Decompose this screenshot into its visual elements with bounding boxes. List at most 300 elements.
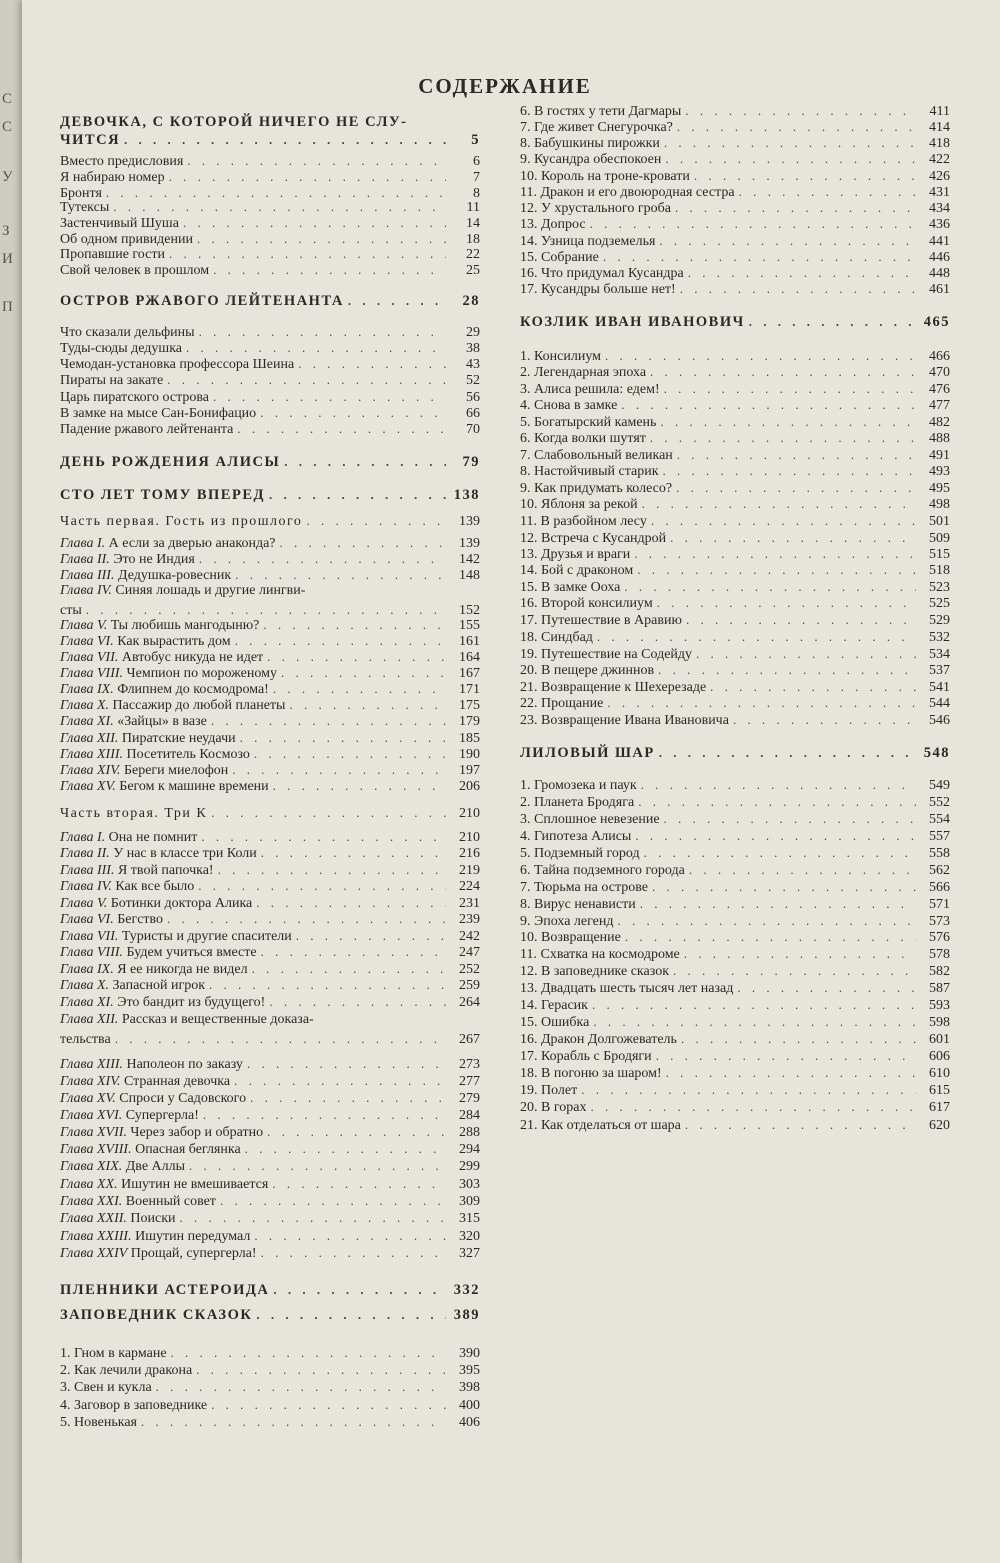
toc-entry <box>60 262 480 278</box>
entry-text: Бегство <box>117 912 164 927</box>
page-number: 554 <box>929 812 950 827</box>
toc-part-heading <box>60 513 480 529</box>
toc-chapter-entry <box>60 1073 480 1089</box>
entry-title <box>60 200 109 215</box>
toc-chapter-entry <box>60 778 480 794</box>
entry-title <box>520 481 672 496</box>
toc-entry <box>520 119 950 135</box>
entry-title <box>60 1398 207 1413</box>
entry-text: Я ее никогда не видел <box>117 962 248 977</box>
entry-text: Бегом к машине времени <box>119 779 269 794</box>
entry-title <box>60 1246 257 1261</box>
chapter-label: Глава VII. <box>60 650 119 665</box>
entry-text: Туды-сюды дедушка <box>60 341 183 356</box>
entry-title <box>60 912 163 927</box>
toc-chapter-entry <box>60 567 480 583</box>
entry-title <box>60 1108 199 1123</box>
dot-leader <box>603 249 916 264</box>
toc-entry <box>60 356 480 372</box>
entry-text: 5. Богатырский камень <box>520 415 657 430</box>
toc-entry <box>520 281 950 297</box>
entry-title <box>520 382 660 397</box>
toc-entry <box>520 513 950 529</box>
page-number: 18 <box>466 232 480 247</box>
page-number: 470 <box>929 365 950 380</box>
dot-leader <box>621 397 916 412</box>
dot-leader <box>235 567 446 582</box>
chapter-label: Глава III. <box>60 568 115 583</box>
toc-entry <box>60 405 480 421</box>
page-number: 523 <box>929 580 950 595</box>
entry-title <box>60 731 236 746</box>
dot-leader <box>694 168 916 183</box>
entry-title <box>60 1229 250 1244</box>
toc-chapter-entry <box>60 1090 480 1106</box>
toc-entry <box>520 480 950 496</box>
dot-leader <box>254 1228 446 1243</box>
dot-leader <box>644 845 916 860</box>
entry-text: Чемпион по мороженому <box>126 666 277 681</box>
toc-chapter-entry <box>60 535 480 551</box>
entry-text: 4. Снова в замке <box>520 398 618 413</box>
dot-leader <box>593 1014 916 1029</box>
toc-entry <box>520 896 950 912</box>
entry-title <box>60 763 228 778</box>
entry-title <box>60 1057 243 1072</box>
entry-title <box>520 152 661 167</box>
entry-text: Будем учиться вместе <box>126 945 257 960</box>
page-number: 529 <box>929 613 950 628</box>
entry-title <box>60 879 194 894</box>
toc-entry <box>60 1397 480 1413</box>
toc-entry <box>60 1362 480 1378</box>
page-number: 546 <box>929 713 950 728</box>
entry-text: Пираты на закате <box>60 373 164 388</box>
toc-entry <box>520 364 950 380</box>
entry-text: Пиратские неудачи <box>121 731 236 746</box>
chapter-label: Глава XVIII. <box>60 1142 132 1157</box>
toc-entry <box>520 612 950 628</box>
dot-leader <box>737 980 916 995</box>
chapter-label: Глава XV. <box>60 1091 116 1106</box>
dot-leader <box>640 896 916 911</box>
page-number: 327 <box>459 1246 480 1261</box>
entry-text: Военный совет <box>125 1194 216 1209</box>
toc-entry <box>520 980 950 996</box>
entry-title <box>60 1415 137 1430</box>
chapter-label: Глава XVII. <box>60 1125 127 1140</box>
page-number: 498 <box>929 497 950 512</box>
margin-fragment: П <box>2 299 13 315</box>
dot-leader <box>641 777 916 792</box>
dot-leader <box>189 1158 446 1173</box>
dot-leader <box>245 1141 446 1156</box>
dot-leader <box>289 697 446 712</box>
toc-chapter-entry <box>60 911 480 927</box>
chapter-label: Глава X. <box>60 978 110 993</box>
entry-title <box>60 929 292 944</box>
entry-title <box>520 415 656 430</box>
page-number: 395 <box>459 1363 480 1378</box>
entry-text: 5. Подземный город <box>520 846 640 861</box>
toc-entry <box>520 135 950 151</box>
entry-title <box>520 365 646 380</box>
page-number: 279 <box>459 1091 480 1106</box>
entry-title <box>60 247 165 262</box>
page-number: 615 <box>929 1083 950 1098</box>
dot-leader <box>348 293 446 308</box>
margin-fragment: С <box>2 119 13 135</box>
dot-leader <box>656 1048 916 1063</box>
toc-entry <box>520 249 950 265</box>
dot-leader <box>267 649 446 664</box>
page-number: 139 <box>459 536 480 551</box>
toc-entry <box>520 216 950 232</box>
entry-text: 5. Новенькая <box>60 1415 137 1430</box>
chapter-label: Глава XIII. <box>60 1057 124 1072</box>
dot-leader <box>597 629 916 644</box>
page-number: 557 <box>929 829 950 844</box>
entry-title <box>60 216 179 231</box>
toc-section-heading <box>60 293 480 309</box>
entry-title <box>60 170 165 185</box>
page-number: 573 <box>929 914 950 929</box>
toc-entry <box>520 265 950 281</box>
dot-leader <box>689 862 916 877</box>
toc-entry <box>520 777 950 793</box>
entry-text: 12. У хрустального гроба <box>520 201 671 216</box>
entry-text: 13. Двадцать шесть тысяч лет назад <box>520 981 734 996</box>
entry-text: 12. В заповеднике сказок <box>520 964 669 979</box>
chapter-label: Глава V. <box>60 618 108 633</box>
toc-entry <box>60 1379 480 1395</box>
entry-title <box>60 568 231 583</box>
dot-leader <box>198 878 446 893</box>
entry-text: Наполеон по заказу <box>126 1057 243 1072</box>
entry-title <box>520 217 586 232</box>
entry-title <box>60 896 252 911</box>
dot-leader <box>670 530 916 545</box>
page-number: 606 <box>929 1049 950 1064</box>
dot-leader <box>677 119 916 134</box>
entry-title <box>520 1118 681 1133</box>
toc-chapter-entry <box>60 1107 480 1123</box>
entry-title <box>520 497 638 512</box>
toc-entry <box>520 1031 950 1047</box>
page-number: 206 <box>459 779 480 794</box>
entry-text: «Зайцы» в вазе <box>117 714 207 729</box>
entry-text: Ишутин передумал <box>135 1229 251 1244</box>
toc-chapter-entry <box>60 1158 480 1174</box>
entry-text: 13. Допрос <box>520 217 586 232</box>
dot-leader <box>232 762 446 777</box>
toc-entry <box>520 662 950 678</box>
entry-title <box>60 488 265 503</box>
toc-chapter-entry <box>60 746 480 762</box>
entry-title <box>60 1177 268 1192</box>
entry-title <box>60 682 269 697</box>
page-number: 309 <box>459 1194 480 1209</box>
toc-entry <box>520 845 950 861</box>
dot-leader <box>199 324 446 339</box>
toc-chapter-entry <box>60 697 480 713</box>
dot-leader <box>141 1414 446 1429</box>
entry-text: Дедушка-ровесник <box>117 568 232 583</box>
page-number: 495 <box>929 481 950 496</box>
entry-title <box>520 746 655 761</box>
dot-leader <box>250 1090 446 1105</box>
chapter-label: Глава VI. <box>60 634 114 649</box>
chapter-label: Глава XXII. <box>60 1211 127 1226</box>
page-number: 509 <box>929 531 950 546</box>
dot-leader <box>733 712 916 727</box>
dot-leader <box>211 1397 446 1412</box>
toc-chapter-entry <box>60 1176 480 1192</box>
dot-leader <box>592 997 916 1012</box>
entry-text: 2. Легендарная эпоха <box>520 365 647 380</box>
dot-leader <box>635 828 916 843</box>
page-number: 422 <box>929 152 950 167</box>
page-number: 161 <box>459 634 480 649</box>
toc-chapter-entry <box>60 551 480 567</box>
entry-text: Гость из прошлого <box>165 514 303 529</box>
entry-title <box>520 1066 662 1081</box>
toc-section-heading <box>60 487 480 503</box>
entry-title <box>520 713 729 728</box>
toc-entry <box>520 1082 950 1098</box>
entry-text: Чемодан-установка профессора Шеина <box>60 357 295 372</box>
entry-title <box>520 964 669 979</box>
entry-text: Падение ржавого лейтенанта <box>60 422 234 437</box>
entry-text: Это не Индия <box>113 552 195 567</box>
page-number: 164 <box>459 650 480 665</box>
entry-title <box>520 998 588 1013</box>
dot-leader <box>187 153 446 168</box>
page-number: 70 <box>466 422 480 437</box>
entry-text: 1. Гном в кармане <box>60 1346 167 1361</box>
toc-section-heading <box>60 115 480 148</box>
margin-fragment: З <box>2 223 10 239</box>
entry-title <box>60 422 233 437</box>
toc-entry <box>520 579 950 595</box>
toc-chapter-entry <box>60 961 480 977</box>
entry-title <box>520 464 659 479</box>
entry-text: 3. Алиса решила: едем! <box>520 382 660 397</box>
toc-section-heading <box>60 1282 480 1298</box>
page-number: 465 <box>923 314 950 330</box>
dot-leader <box>199 551 446 566</box>
entry-text: 21. Возвращение к Шехерезаде <box>520 680 707 695</box>
page-number: 142 <box>459 552 480 567</box>
entry-text: 14. Бой с драконом <box>520 563 634 578</box>
entry-title-line1: ДЕВОЧКА, С КОТОРОЙ НИЧЕГО НЕ СЛУ- <box>60 114 408 130</box>
entry-text: 19. Полет <box>520 1083 578 1098</box>
entry-text: Автобус никуда не идет <box>121 650 264 665</box>
entry-text: 14. Узница подземелья <box>520 234 656 249</box>
toc-chapter-entry <box>60 1056 480 1072</box>
entry-title <box>520 448 673 463</box>
page-number: 155 <box>459 618 480 633</box>
toc-entry <box>520 794 950 810</box>
page-number: 562 <box>929 863 950 878</box>
dot-leader <box>273 681 446 696</box>
entry-text: 9. Кусандра обеспокоен <box>520 152 662 167</box>
dot-leader <box>680 281 916 296</box>
page-number: 390 <box>459 1346 480 1361</box>
page-number: 210 <box>459 806 480 821</box>
dot-leader <box>590 216 916 231</box>
page-number: 537 <box>929 663 950 678</box>
page-number: 436 <box>929 217 950 232</box>
toc-chapter-entry <box>60 977 480 993</box>
dot-leader <box>167 911 446 926</box>
page-number: 267 <box>459 1032 480 1047</box>
entry-text: Опасная беглянка <box>135 1142 241 1157</box>
entry-title-line2: ЧИТСЯ <box>60 132 121 148</box>
page-number: 544 <box>929 696 950 711</box>
toc-entry <box>520 447 950 463</box>
entry-title-line1: Рассказ и вещественные доказа- <box>121 1012 314 1027</box>
chapter-label: Глава XXIV <box>60 1246 128 1261</box>
entry-text: Ты любишь мангодыню? <box>110 618 260 633</box>
chapter-label: Глава II. <box>60 552 110 567</box>
dot-leader <box>273 778 446 793</box>
toc-entry <box>520 414 950 430</box>
dot-leader <box>106 185 446 200</box>
entry-title <box>520 930 621 945</box>
entry-text: Прощай, супергерла! <box>130 1246 257 1261</box>
toc-chapter-entry <box>60 633 480 649</box>
dot-leader <box>660 414 916 429</box>
entry-title <box>520 104 681 119</box>
entry-title <box>60 1159 185 1174</box>
page-number: 242 <box>459 929 480 944</box>
dot-leader <box>247 1056 446 1071</box>
entry-title <box>60 806 207 821</box>
toc-chapter-entry <box>60 713 480 729</box>
entry-text: 15. В замке Ооха <box>520 580 621 595</box>
entry-text: 16. Второй консилиум <box>520 596 653 611</box>
entry-text: В замке на мысе Сан-Бонифацио <box>60 406 257 421</box>
page-number: 171 <box>459 682 480 697</box>
entry-text: 8. Бабушкины пирожки <box>520 136 660 151</box>
entry-text: ПЛЕННИКИ АСТЕРОИДА <box>60 1282 270 1298</box>
dot-leader <box>651 513 916 528</box>
dot-leader <box>638 794 916 809</box>
toc-entry <box>520 1099 950 1115</box>
toc-entry <box>60 199 480 215</box>
dot-leader <box>261 1245 446 1260</box>
entry-text: 20. В горах <box>520 1100 587 1115</box>
entry-text: ДЕНЬ РОЖДЕНИЯ АЛИСЫ <box>60 454 281 470</box>
dot-leader <box>273 1282 446 1297</box>
entry-title <box>520 580 620 595</box>
dot-leader <box>657 595 916 610</box>
toc-entry <box>60 246 480 262</box>
entry-title <box>60 1091 246 1106</box>
entry-text: 3. Сплошное невезение <box>520 812 660 827</box>
page-number: 620 <box>929 1118 950 1133</box>
entry-text: Бронтя <box>60 186 102 201</box>
toc-entry <box>520 997 950 1013</box>
entry-text: 6. Когда волки шутят <box>520 431 646 446</box>
entry-text: Странная девочка <box>123 1074 231 1089</box>
page-number: 210 <box>459 830 480 845</box>
page-number: 491 <box>929 448 950 463</box>
entry-title <box>60 294 344 309</box>
dot-leader <box>652 879 916 894</box>
dot-leader <box>686 612 916 627</box>
dot-leader <box>749 314 916 329</box>
toc-chapter-entry <box>60 928 480 944</box>
dot-leader <box>634 546 916 561</box>
entry-text: 10. Яблоня за рекой <box>520 497 638 512</box>
chapter-label: Глава XI. <box>60 995 114 1010</box>
page-number: 515 <box>929 547 950 562</box>
page-number: 398 <box>459 1380 480 1395</box>
chapter-label: Глава XVI. <box>60 1108 123 1123</box>
entry-text: 6. Тайна подземного города <box>520 863 685 878</box>
page-number: 284 <box>459 1108 480 1123</box>
toc-entry <box>520 530 950 546</box>
entry-title <box>520 431 646 446</box>
page-number: 11 <box>466 200 480 215</box>
toc-entry <box>520 546 950 562</box>
chapter-label: Глава XIV. <box>60 1074 121 1089</box>
entry-title <box>60 846 257 861</box>
toc-chapter-entry <box>60 730 480 746</box>
dot-leader <box>240 730 446 745</box>
toc-entry <box>520 1014 950 1030</box>
entry-title <box>520 696 603 711</box>
entry-text: 16. Что придумал Кусандра <box>520 266 684 281</box>
page-number: 501 <box>929 514 950 529</box>
entry-text: 17. Корабль с Бродяги <box>520 1049 652 1064</box>
entry-title <box>60 650 263 665</box>
dot-leader <box>642 496 916 511</box>
dot-leader <box>256 1307 446 1322</box>
entry-title <box>520 863 685 878</box>
entry-text: Об одном привидении <box>60 232 193 247</box>
page-number: 558 <box>929 846 950 861</box>
toc-entry <box>520 381 950 397</box>
toc-entry <box>520 233 950 249</box>
page-number: 5 <box>471 132 480 148</box>
entry-text: 23. Возвращение Ивана Ивановича <box>520 713 729 728</box>
entry-title <box>60 779 269 794</box>
toc-chapter-entry <box>60 862 480 878</box>
entry-title <box>60 232 193 247</box>
dot-leader <box>296 928 446 943</box>
page-number: 175 <box>459 698 480 713</box>
entry-text: СТО ЛЕТ ТОМУ ВПЕРЕД <box>60 487 265 503</box>
entry-text: ЛИЛОВЫЙ ШАР <box>520 745 655 761</box>
entry-title <box>520 315 745 330</box>
dot-leader <box>261 845 446 860</box>
page-number: 461 <box>929 282 950 297</box>
entry-text: 7. Слабовольный великан <box>520 448 673 463</box>
dot-leader <box>306 513 446 528</box>
toc-entry <box>520 463 950 479</box>
entry-title <box>60 1074 230 1089</box>
entry-title <box>60 154 183 169</box>
entry-title <box>520 596 653 611</box>
entry-text: 16. Дракон Долгожеватель <box>520 1032 677 1047</box>
entry-title <box>520 947 680 962</box>
entry-title <box>60 995 265 1010</box>
dot-leader <box>664 135 916 150</box>
entry-title <box>520 897 636 912</box>
